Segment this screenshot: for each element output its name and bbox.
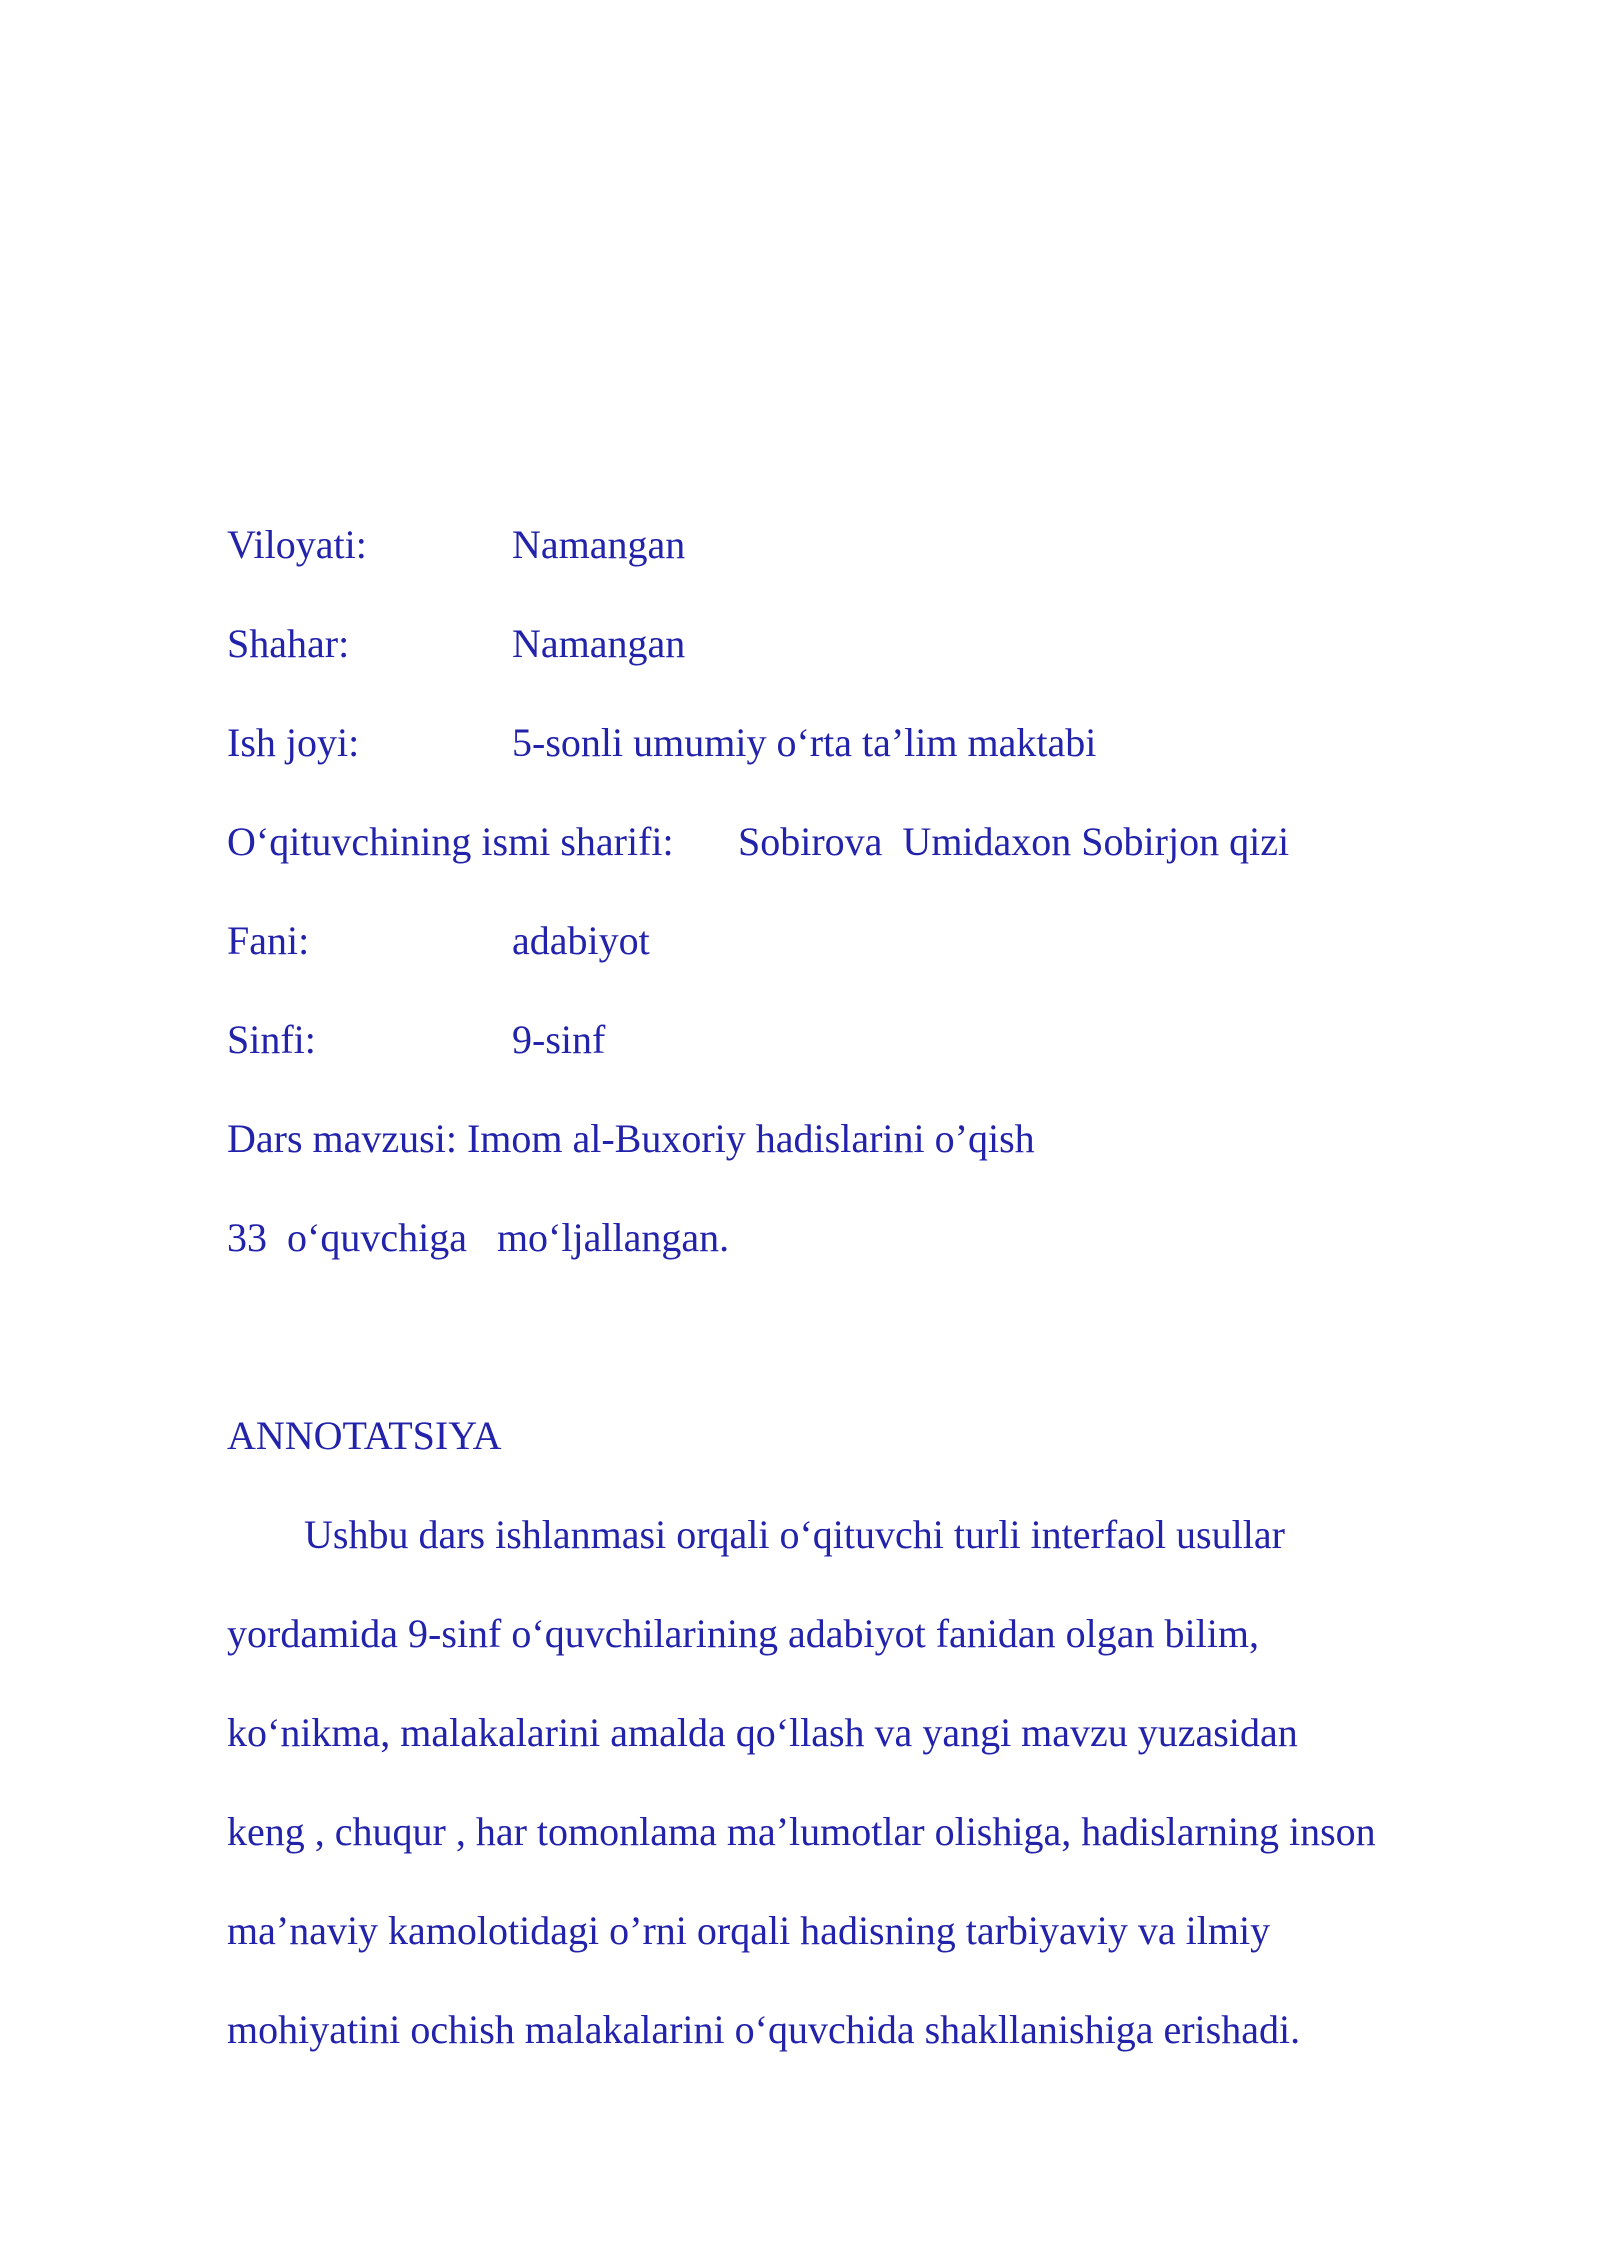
workplace-label: Ish joyi: bbox=[227, 720, 360, 765]
annotation-line: mohiyatini ochish malakalarini o‘quvchida shakllanishiga erishadi. bbox=[227, 2007, 1301, 2052]
annotation-line: Ushbu dars ishlanmasi orqali o‘qituvchi turli interfaol usullar bbox=[304, 1512, 1285, 1557]
city-row bbox=[227, 594, 1527, 693]
teacher-row bbox=[227, 792, 1527, 891]
annotation-paragraph bbox=[227, 1485, 1527, 2079]
subject-label: Fani: bbox=[227, 918, 310, 963]
annotation-line: keng , chuqur , har tomonlama ma’lumotlar olishiga, hadislarning inson bbox=[227, 1809, 1376, 1854]
audience-note: 33 o‘quvchiga mo‘ljallangan. bbox=[227, 1215, 730, 1260]
subject-row bbox=[227, 891, 1527, 990]
teacher-value: Sobirova Umidaxon Sobirjon qizi bbox=[738, 819, 1290, 864]
subject-value: adabiyot bbox=[512, 918, 650, 963]
city-label: Shahar: bbox=[227, 621, 350, 666]
annotation-line: yordamida 9-sinf o‘quvchilarining adabiyot fanidan olgan bilim, bbox=[227, 1611, 1259, 1656]
region-row bbox=[227, 495, 1527, 594]
annotation-line: ma’naviy kamolotidagi o’rni orqali hadisning tarbiyaviy va ilmiy bbox=[227, 1908, 1271, 1953]
workplace-value: 5-sonli umumiy o‘rta ta’lim maktabi bbox=[512, 720, 1097, 765]
teacher-label: O‘qituvchining ismi sharifi: bbox=[227, 819, 674, 864]
grade-value: 9-sinf bbox=[512, 1017, 606, 1062]
lesson-topic: Dars mavzusi: Imom al-Buxoriy hadislarini o’qish bbox=[227, 1116, 1035, 1161]
workplace-row bbox=[227, 693, 1527, 792]
lesson-info-block bbox=[227, 495, 1527, 2079]
grade-row bbox=[227, 990, 1527, 1089]
section-spacer bbox=[227, 1287, 1527, 1386]
annotation-heading: ANNOTATSIYA bbox=[227, 1413, 502, 1458]
annotation-line: ko‘nikma, malakalarini amalda qo‘llash va yangi mavzu yuzasidan bbox=[227, 1710, 1298, 1755]
region-label: Viloyati: bbox=[227, 522, 367, 567]
city-value: Namangan bbox=[512, 621, 686, 666]
region-value: Namangan bbox=[512, 522, 686, 567]
grade-label: Sinfi: bbox=[227, 1017, 316, 1062]
